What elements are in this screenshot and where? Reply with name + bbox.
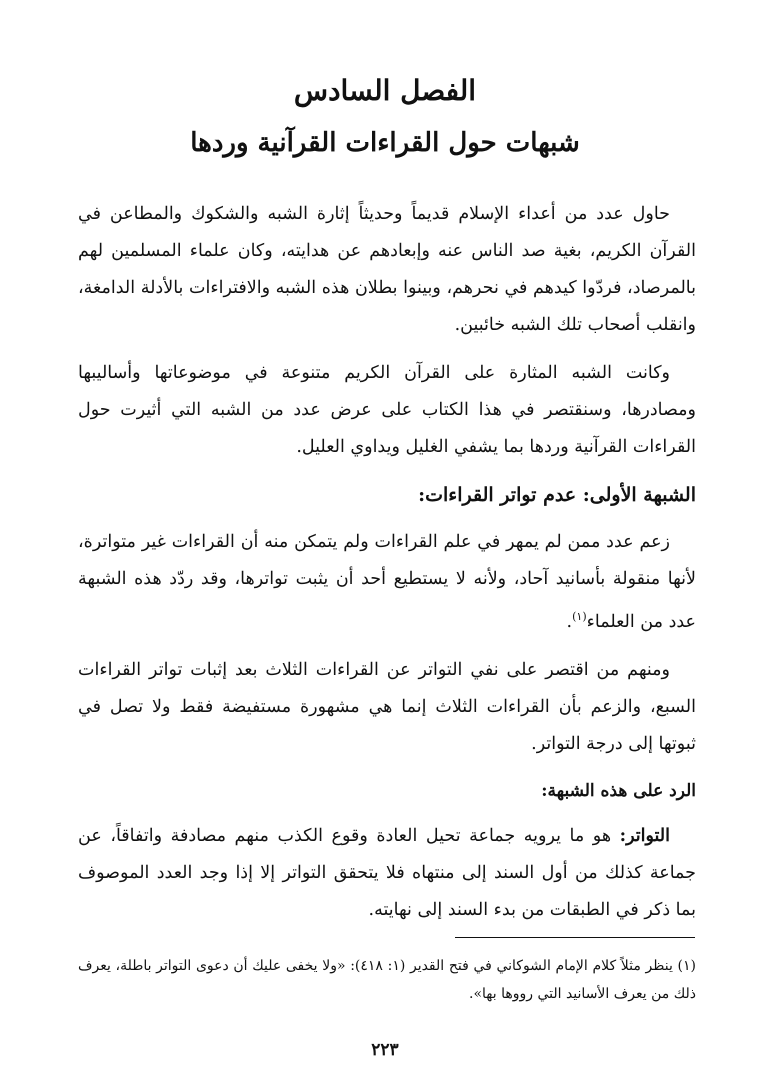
reply-heading: الرد على هذه الشبهة:: [541, 780, 696, 801]
claim-paragraph-text: زعم عدد ممن لم يمهر في علم القراءات ولم يتمكن منه أن القراءات غير متواترة، لأنها منقولة بأسانيد آحاد، ولأنه لا يستطيع أحد أن يثبت تواترها، وقد ردّد هذه الشبهة عدد من العلماء: [78, 532, 696, 632]
footnote-ref[interactable]: (١): [572, 610, 587, 623]
footnote-divider: [455, 937, 695, 938]
definition-paragraph: [78, 818, 696, 929]
page-number: ٢٢٣: [371, 1040, 399, 1060]
chapter-subtitle: شبهات حول القراءات القرآنية وردها: [190, 128, 580, 158]
chapter-title: الفصل السادس: [293, 74, 477, 107]
footnote: (١) ينظر مثلاً كلام الإمام الشوكاني في فتح القدير (١: ٤١٨): «ولا يخفى عليك أن دعوى التواتر باطلة، يعرف ذلك من يعرف الأسانيد التي رووها بها».: [78, 958, 696, 1002]
section-heading: الشبهة الأولى: عدم تواتر القراءات:: [418, 484, 696, 506]
intro-paragraph-1: حاول عدد من أعداء الإسلام قديماً وحديثاً إثارة الشبه والشكوك والمطاعن في القرآن الكريم، بغية صد الناس عنه وإبعادهم عن هدايته، وكان علماء المسلمين لهم بالمرصاد، فردّوا كيدهم في نحرهم، وبينوا بطلان هذه الشبه والافتراءات بالأدلة الدامغة، وانقلب أصحاب تلك الشبه خائبين.: [78, 204, 696, 335]
page-body: [78, 196, 696, 940]
definition-text: هو ما يرويه جماعة تحيل العادة وقوع الكذب منهم مصادفة واتفاقاً، عن جماعة كذلك من أول السند إلى منتهاه فلا يتحقق التواتر إلا إذا وجد العدد الموصوف بما ذكر في الطبقات من بدء السند إلى نهايته.: [78, 825, 696, 920]
definition-term: التواتر:: [619, 825, 670, 846]
claim-paragraph-2: ومنهم من اقتصر على نفي التواتر عن القراءات الثلاث بعد إثبات تواتر القراءات السبع، والزعم بأن القراءات الثلاث إنما هي مشهورة مستفيضة فقط ولا تصل في ثبوتها إلى درجة التواتر.: [78, 659, 696, 754]
intro-paragraph-2: وكانت الشبه المثارة على القرآن الكريم متنوعة في موضوعاتها وأساليبها ومصادرها، وسنقتصر في هذا الكتاب على عرض عدد من الشبه التي أثيرت حول القراءات القرآنية وردها بما يشفي الغليل ويداوي العليل.: [78, 363, 696, 457]
claim-paragraph-end: .: [566, 611, 573, 632]
claim-paragraph: [78, 524, 696, 641]
